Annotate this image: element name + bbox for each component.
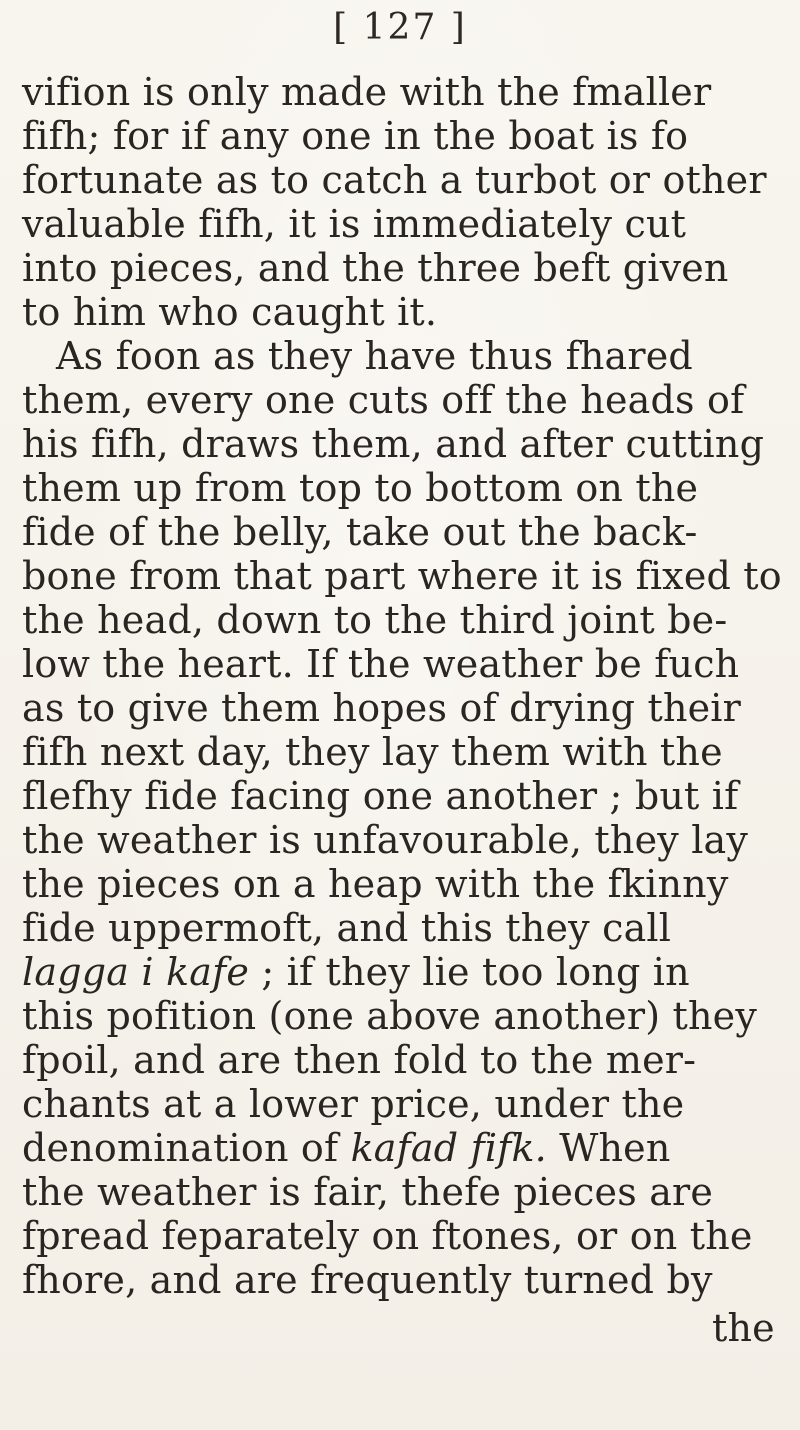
page-number: [ 127 ]: [333, 7, 467, 48]
text-line: fpoil, and are then fold to the mer-: [22, 1038, 697, 1082]
italic-term: lagga i kafe: [22, 950, 250, 994]
text-line: as to give them hopes of drying their: [22, 686, 742, 730]
text-line: the weather is fair, thefe pieces are: [22, 1170, 714, 1214]
text-line: fpread feparately on ftones, or on the: [22, 1214, 753, 1258]
text-line: valuable fifh, it is immediately cut: [22, 202, 687, 246]
text-line: his fifh, draws them, and after cutting: [22, 422, 765, 466]
text-line: fide of the belly, take out the back-: [22, 510, 698, 554]
text-line: flefhy fide facing one another ; but if: [22, 774, 739, 818]
text-line: the pieces on a heap with the fkinny: [22, 862, 729, 906]
text-line: [22, 947, 690, 997]
text-line: chants at a lower price, under the: [22, 1082, 685, 1126]
text-line: into pieces, and the three beft given: [22, 246, 729, 290]
catchword: the: [712, 1306, 775, 1350]
text-line: this pofition (one above another) they: [22, 994, 757, 1038]
text-line: the head, down to the third joint be-: [22, 598, 728, 642]
text-line: low the heart. If the weather be fuch: [22, 642, 740, 686]
text-span: When: [546, 1126, 671, 1170]
text-line: to him who caught it.: [22, 290, 438, 334]
text-line: fifh next day, they lay them with the: [22, 730, 723, 774]
text-line: [22, 1123, 671, 1173]
text-span: denomination of: [22, 1126, 351, 1170]
text-line: them up from top to bottom on the: [22, 466, 699, 510]
text-line: fifh; for if any one in the boat is fo: [22, 114, 689, 158]
italic-term: kafad fifk.: [350, 1126, 547, 1170]
text-line: bone from that part where it is fixed to: [22, 554, 782, 598]
text-line: As foon as they have thus fhared: [56, 334, 693, 378]
text-line: fide uppermoft, and this they call: [22, 906, 672, 950]
text-line: them, every one cuts off the heads of: [22, 378, 745, 422]
text-line: fhore, and are frequently turned by: [22, 1258, 713, 1302]
text-line: vifion is only made with the fmaller: [22, 70, 712, 114]
text-line: the weather is unfavourable, they lay: [22, 818, 749, 862]
text-span: ; if they lie too long in: [249, 950, 690, 994]
text-line: fortunate as to catch a turbot or other: [22, 158, 767, 202]
